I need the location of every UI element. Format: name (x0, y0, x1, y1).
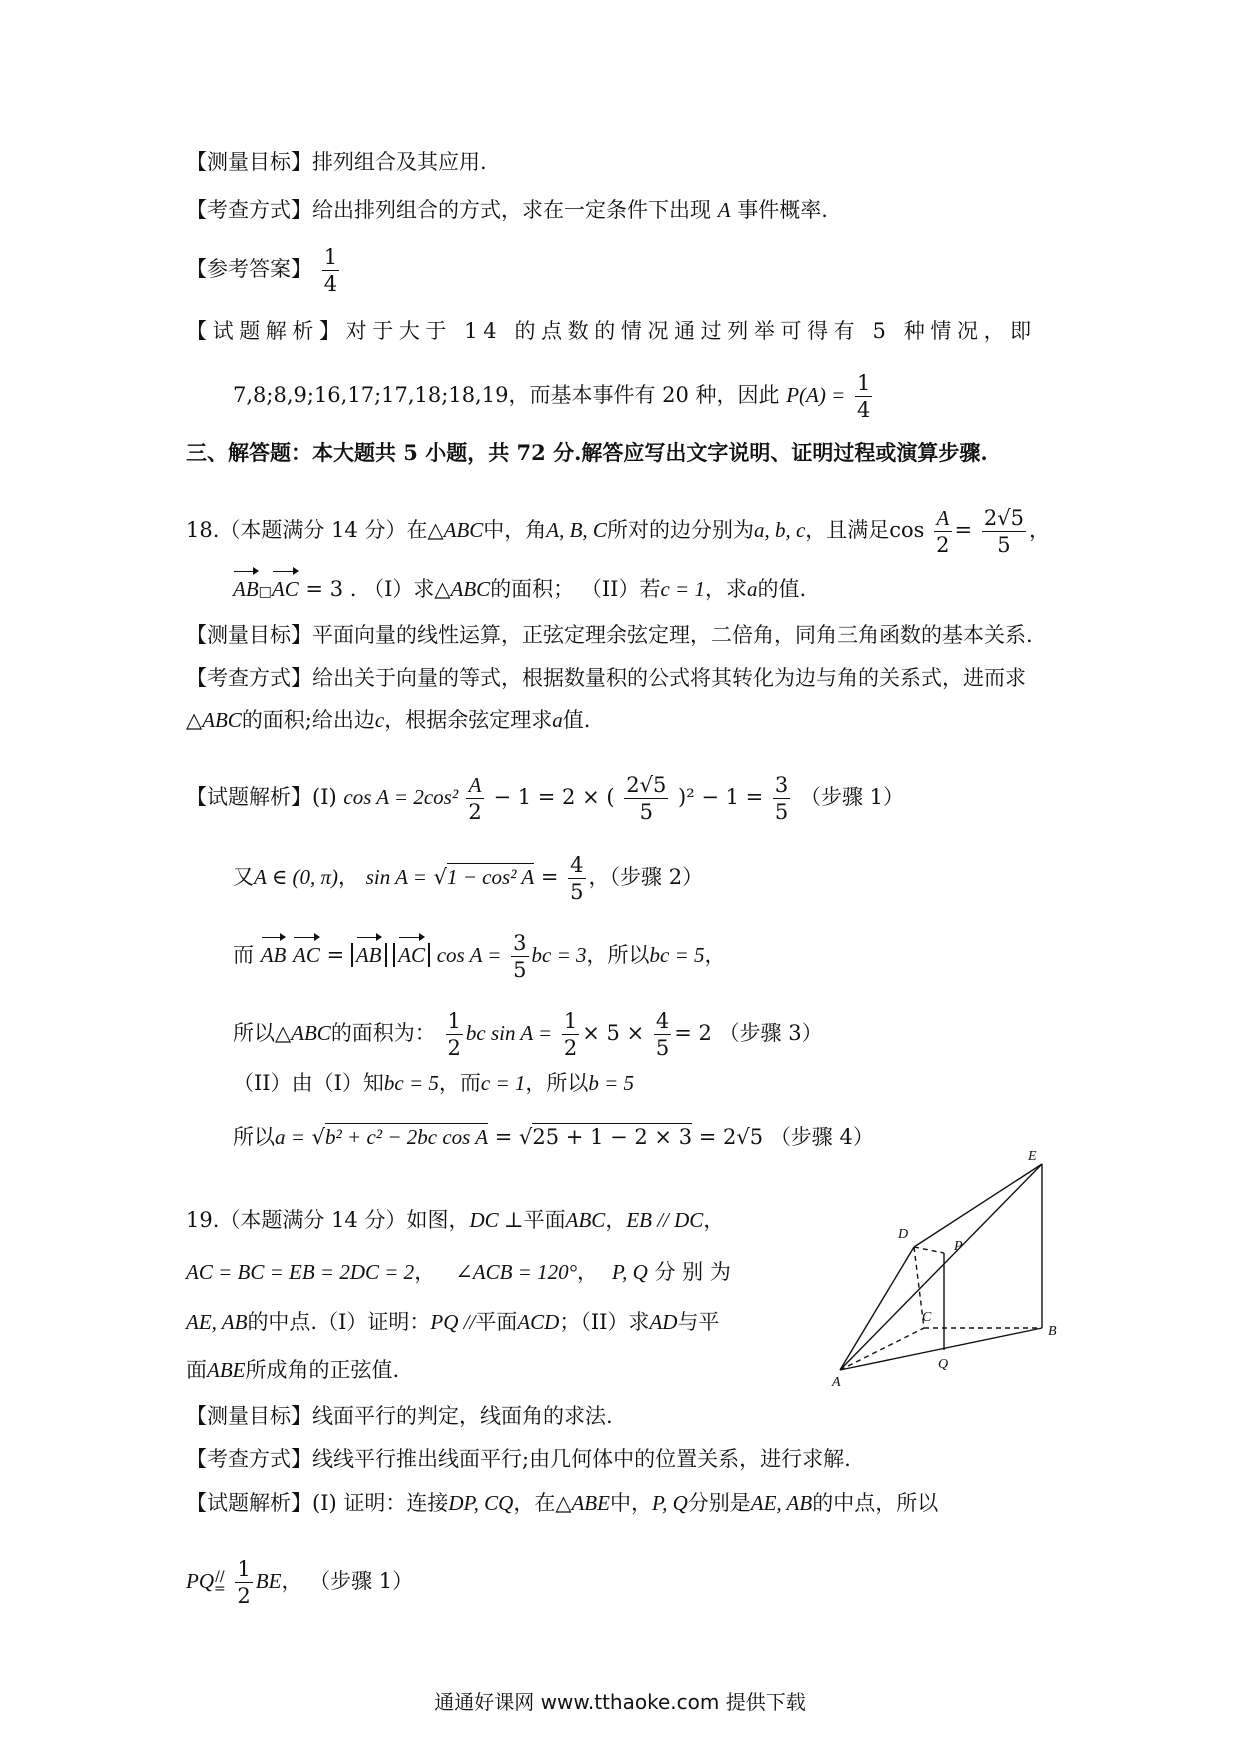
solution-18-dot-product: 而 AB AC = AB AC cos A = $\frac{3}{5}$ bc = 3，所以bc = 5， (233, 931, 726, 982)
probability-fraction: $\frac{1}{4}$ (856, 371, 871, 422)
step1-fraction-a: $\frac{A}{2}$ (468, 773, 482, 824)
exam-method-18-line2: △ABC的面积;给出边c，根据余弦定理求a值. (186, 708, 591, 732)
solid-diagram (832, 1149, 1064, 1390)
geometry-figure (832, 1149, 1064, 1390)
label-B: B (1048, 1324, 1057, 1339)
problem-19-line2: AC = BC = EB = 2DC = 2， ∠ACB = 120°， P, Q 分 别 为 (186, 1260, 731, 1284)
problem-19-line1: 19.（本题满分 14 分）如图，DC ⊥平面ABC，EB // DC， (186, 1208, 725, 1232)
label-P: P (954, 1239, 963, 1254)
solution-18-step3: 所以△ABC的面积为： $\frac{1}{2}$ bc sin A = $\frac{1}{2}$ × 5 × $\frac{4}{5}$ = 2 （步骤 3） (233, 1009, 823, 1060)
problem-19-line3: AE, AB的中点.（I）证明：PQ //平面ACD；（II）求AD与平 (186, 1310, 720, 1334)
exam-method-18-line1: 【考查方式】给出关于向量的等式，根据数量积的公式将其转化为边与角的关系式，进而求 (186, 666, 1026, 690)
solution-18-step2: 又A ∈ (0, π)， sin A = √1 − cos² A = $\frac{4}{5}$ ，（步骤 2） (233, 853, 704, 904)
problem-18-conditions: AB□AC = 3 . （I）求△ABC的面积； （II）若c = 1，求a的值. (233, 577, 807, 601)
measure-target-19: 【测量目标】线面平行的判定，线面角的求法. (186, 1404, 613, 1428)
section-3-heading: 三、解答题：本大题共 5 小题，共 72 分.解答应写出文字说明、证明过程或演算步骤. (186, 440, 988, 465)
reference-answer-17: 【参考答案】 $\frac{1}{4}$ (186, 245, 338, 296)
solution-17-line2: 7,8;8,9;16,17;17,18;18,19，而基本事件有 20 种，因此 P(A) = $\frac{1}{4}$ (233, 371, 871, 422)
parallel-equal-symbol: // = (214, 1568, 226, 1597)
solution-19-line1: 【试题解析】(I) 证明：连接DP, CQ，在△ABE中，P, Q分别是AE, AB的中点，所以 (186, 1491, 939, 1515)
measure-target-18: 【测量目标】平面向量的线性运算，正弦定理余弦定理，二倍角，同角三角函数的基本关系. (186, 623, 1033, 647)
label-D: D (898, 1227, 909, 1242)
exam-method-17: 【考查方式】给出排列组合的方式，求在一定条件下出现 A 事件概率. (186, 198, 828, 222)
exam-method-19: 【考查方式】线线平行推出线面平行;由几何体中的位置关系，进行求解. (186, 1447, 851, 1471)
solution-17-line1: 【试题解析】对于大于 14 的点数的情况通过列举可得有 5 种情况，即 (186, 319, 1037, 343)
solution-19-line2: PQ// = $\frac{1}{2}$ BE， （步骤 1） (186, 1557, 414, 1608)
cos-value-fraction: $\frac{2√5}{5}$ (983, 506, 1024, 557)
step1-fraction-b: $\frac{2√5}{5}$ (626, 773, 667, 824)
solution-18-part2: （II）由（I）知bc = 5，而c = 1，所以b = 5 (233, 1071, 635, 1095)
area-fraction-a: $\frac{1}{2}$ (447, 1009, 461, 1060)
area-fraction-c: $\frac{4}{5}$ (655, 1009, 670, 1060)
label-Q: Q (938, 1357, 949, 1372)
label-E: E (1028, 1149, 1037, 1164)
answer-fraction: $\frac{1}{4}$ (323, 245, 338, 296)
area-fraction-b: $\frac{1}{2}$ (563, 1009, 578, 1060)
step1-fraction-c: $\frac{3}{5}$ (774, 773, 789, 824)
half-angle-fraction: $\frac{A}{2}$ (936, 506, 950, 557)
label-C: C (922, 1310, 932, 1325)
solution-18-step1: 【试题解析】(I) cos A = 2cos² $\frac{A}{2}$ − 1 = 2 × ( $\frac{2√5}{5}$ )² − 1 = $\frac{3}{5}$ （步骤 1） (186, 773, 905, 824)
half-fraction: $\frac{1}{2}$ (237, 1557, 251, 1608)
dot-product-fraction: $\frac{3}{5}$ (513, 931, 527, 982)
label-A: A (832, 1375, 841, 1390)
problem-18-statement: 18.（本题满分 14 分）在△ABC中，角A, B, C所对的边分别为a, b, c，且满足cos $\frac{A}{2}$ = $\frac{2√5}{5}$ ， (186, 506, 1050, 557)
solution-18-step4: 所以a = √b² + c² − 2bc cos A = √25 + 1 − 2 × 3 = 2√5 （步骤 4） (233, 1125, 874, 1149)
page-footer: 通通好课网 www.tthaoke.com 提供下载 (434, 1690, 806, 1714)
sin-value-fraction: $\frac{4}{5}$ (570, 853, 584, 904)
problem-19-line4: 面ABE所成角的正弦值. (186, 1358, 400, 1382)
measure-target-17: 【测量目标】排列组合及其应用. (186, 150, 487, 174)
